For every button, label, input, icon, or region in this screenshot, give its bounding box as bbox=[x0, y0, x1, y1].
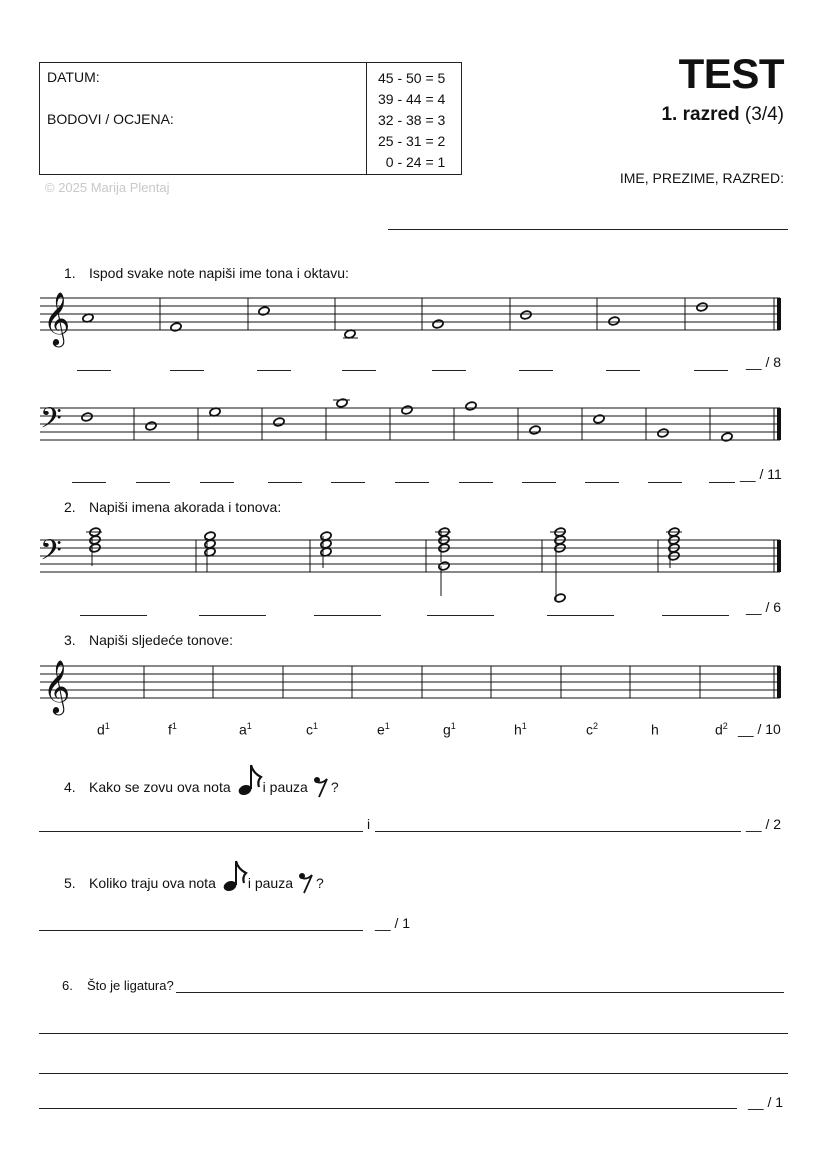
answer-blank[interactable] bbox=[547, 615, 614, 616]
score-q3: __ / 10 bbox=[738, 721, 781, 737]
answer-line-4[interactable] bbox=[39, 1108, 737, 1109]
treble-clef-icon: 𝄞 bbox=[43, 659, 71, 713]
test-title: TEST bbox=[678, 50, 784, 97]
tone-label: $g^1$ bbox=[443, 721, 456, 738]
answer-line-3[interactable] bbox=[39, 1073, 788, 1074]
answer-blank[interactable] bbox=[395, 482, 429, 483]
grade-row: 25 - 31 = 2 bbox=[378, 133, 446, 149]
question-4 bbox=[64, 776, 339, 798]
answer-line-duration[interactable] bbox=[39, 930, 363, 931]
note-head bbox=[465, 401, 477, 411]
note-heads-staff-1 bbox=[82, 302, 708, 339]
question-number: 2. bbox=[64, 499, 76, 515]
copyright: © 2025 Marija Plentaj bbox=[45, 180, 170, 195]
chord-2 bbox=[204, 531, 216, 557]
question-text: Koliko traju ova nota bbox=[89, 875, 216, 891]
grade-row: 39 - 44 = 4 bbox=[378, 91, 446, 107]
answer-blank[interactable] bbox=[585, 482, 619, 483]
answer-blank[interactable] bbox=[136, 482, 170, 483]
note-head bbox=[81, 412, 93, 422]
question-6 bbox=[62, 978, 174, 993]
answer-blank[interactable] bbox=[257, 370, 291, 371]
answer-blank[interactable] bbox=[522, 482, 556, 483]
note-head bbox=[696, 302, 708, 312]
answer-blank[interactable] bbox=[427, 615, 494, 616]
question-mark: ? bbox=[330, 779, 339, 795]
answer-blank[interactable] bbox=[519, 370, 553, 371]
tone-label: $d^1$ bbox=[97, 721, 110, 738]
grade-row: 32 - 38 = 3 bbox=[378, 112, 446, 128]
answer-blank[interactable] bbox=[170, 370, 204, 371]
grade-row: 45 - 50 = 5 bbox=[378, 70, 446, 86]
tone-label: $c^1$ bbox=[306, 721, 319, 738]
question-text: Napiši sljedeće tonove: bbox=[89, 632, 233, 648]
eighth-note-icon bbox=[237, 763, 263, 797]
treble-clef-icon: 𝄞 bbox=[43, 291, 71, 345]
note-head bbox=[336, 398, 348, 408]
grade-label: 1. razred bbox=[661, 104, 740, 125]
answer-blank[interactable] bbox=[694, 370, 728, 371]
bass-clef-icon: 𝄢 bbox=[40, 534, 62, 574]
answer-blank[interactable] bbox=[199, 615, 266, 616]
question-text: Kako se zovu ova nota bbox=[89, 779, 231, 795]
note-head bbox=[657, 428, 669, 438]
question-number: 1. bbox=[64, 265, 76, 281]
answer-blank[interactable] bbox=[200, 482, 234, 483]
score-q4: __ / 2 bbox=[746, 816, 782, 832]
answer-blank[interactable] bbox=[606, 370, 640, 371]
question-number: 5. bbox=[64, 875, 76, 891]
question-text: Ispod svake note napiši ime tona i oktavu: bbox=[89, 265, 349, 281]
date-label: DATUM: bbox=[47, 69, 100, 85]
tone-label: $d^2$ bbox=[715, 721, 728, 738]
note-heads-staff-2 bbox=[81, 398, 733, 442]
answer-blank[interactable] bbox=[648, 482, 682, 483]
question-number: 4. bbox=[64, 779, 76, 795]
note-head bbox=[608, 316, 620, 326]
answer-line-1[interactable] bbox=[176, 992, 784, 993]
answer-blank[interactable] bbox=[331, 482, 365, 483]
note-head bbox=[721, 432, 733, 442]
note-head bbox=[593, 414, 605, 424]
note-head bbox=[432, 319, 444, 329]
tone-label: h bbox=[651, 721, 659, 738]
answer-blank[interactable] bbox=[80, 615, 147, 616]
eighth-note-icon bbox=[222, 859, 248, 893]
answer-line-2[interactable] bbox=[39, 1033, 788, 1034]
score-q6: __ / 1 bbox=[748, 1094, 784, 1110]
note-head bbox=[258, 306, 270, 316]
question-number: 6. bbox=[62, 978, 73, 993]
eighth-rest-icon bbox=[313, 776, 329, 798]
grade-row: 0 - 24 = 1 bbox=[378, 154, 446, 170]
grade-part: (3/4) bbox=[744, 104, 784, 125]
question-5 bbox=[64, 872, 324, 894]
points-label: BODOVI / OCJENA: bbox=[47, 111, 174, 127]
bass-clef-icon: 𝄢 bbox=[40, 402, 62, 442]
treble-staff-1 bbox=[40, 298, 781, 338]
score-q1-bass: __ / 11 bbox=[740, 466, 782, 482]
score-q1-treble: __ / 8 bbox=[746, 354, 782, 370]
answer-blank[interactable] bbox=[662, 615, 729, 616]
note-head bbox=[273, 417, 285, 427]
treble-staff-4 bbox=[40, 666, 781, 698]
note-head bbox=[529, 425, 541, 435]
answer-blank[interactable] bbox=[72, 482, 106, 483]
answer-blank[interactable] bbox=[709, 482, 735, 483]
question-text-2: i pauza bbox=[262, 779, 308, 795]
answer-blank[interactable] bbox=[268, 482, 302, 483]
tone-label: $f^1$ bbox=[168, 721, 177, 738]
answer-blank[interactable] bbox=[314, 615, 381, 616]
note-head bbox=[145, 421, 157, 431]
chord-3 bbox=[320, 531, 332, 557]
note-head bbox=[401, 405, 413, 415]
answer-blank[interactable] bbox=[432, 370, 466, 371]
note-head bbox=[170, 322, 182, 332]
answer-line-note[interactable] bbox=[39, 831, 363, 832]
tone-label: $c^2$ bbox=[586, 721, 599, 738]
name-label: IME, PREZIME, RAZRED: bbox=[619, 170, 784, 186]
tone-label: $h^1$ bbox=[514, 721, 527, 738]
answer-blank[interactable] bbox=[77, 370, 111, 371]
question-text-2: i pauza bbox=[247, 875, 294, 891]
note-head bbox=[520, 310, 532, 320]
score-q5: __ / 1 bbox=[375, 915, 411, 931]
question-text: Što je ligatura? bbox=[87, 978, 174, 993]
answer-line-rest[interactable] bbox=[375, 831, 741, 832]
question-mark: ? bbox=[316, 875, 324, 891]
tone-label: $e^1$ bbox=[377, 721, 390, 738]
eighth-rest-icon bbox=[298, 872, 314, 894]
question-number: 3. bbox=[64, 632, 76, 648]
tone-label: $a^1$ bbox=[239, 721, 252, 738]
joiner-text: i bbox=[367, 816, 371, 832]
score-q2: __ / 6 bbox=[746, 599, 782, 615]
answer-blank[interactable] bbox=[459, 482, 493, 483]
answer-blank[interactable] bbox=[342, 370, 376, 371]
question-text: Napiši imena akorada i tonova: bbox=[89, 499, 282, 515]
